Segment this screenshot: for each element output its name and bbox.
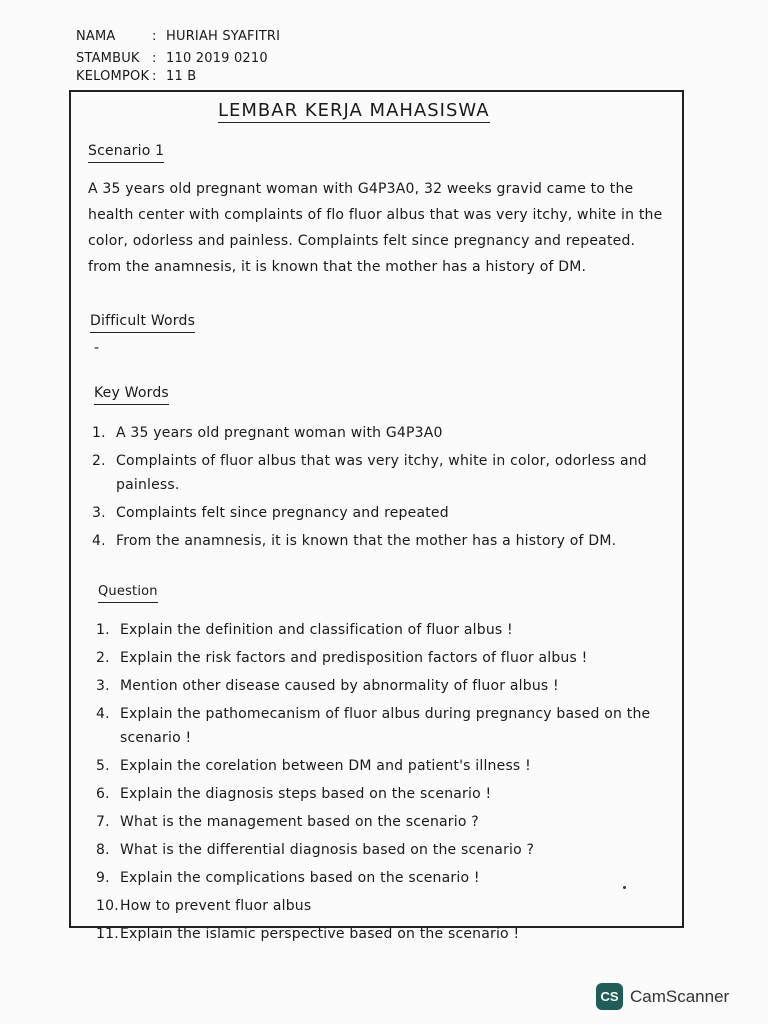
difficult-words-content: - (94, 340, 100, 356)
key-words-heading-text: Key Words (94, 385, 169, 401)
question-heading (98, 584, 158, 599)
question-item: 11. Explain the islamic perspective based on the scenario ! (96, 926, 520, 942)
name-label: NAMA (76, 29, 116, 44)
scenario-text: A 35 years old pregnant woman with G4P3A0, 32 weeks gravid came to the health center with complaints of flo fluor albus that was very itchy, white in the color, odorless and painless. Complaints felt since pregnancy and repeated. from the anamnesis, it is known that the mother has a history of DM. (88, 181, 663, 275)
key-words-heading (94, 385, 169, 401)
stambuk-label: STAMBUK (76, 51, 140, 66)
kelompok-value: 11 B (166, 69, 197, 84)
key-words-list (92, 421, 672, 557)
scenario-underline (88, 162, 164, 163)
stambuk-value: 110 2019 0210 (166, 51, 268, 66)
name-colon: : (152, 29, 157, 44)
question-item: 7. What is the management based on the scenario ? (96, 814, 479, 830)
question-underline (98, 602, 158, 603)
difficult-words-heading (90, 313, 195, 329)
question-list (96, 618, 672, 950)
name-value: HURIAH SYAFITRI (166, 29, 281, 44)
kelompok-row (76, 69, 196, 84)
question-item: 9. Explain the complications based on the scenario ! (96, 870, 480, 886)
camscanner-logo-icon: CS (596, 983, 623, 1010)
question-item: 2. Explain the risk factors and predisposition factors of fluor albus ! (96, 650, 588, 666)
key-word-item: 2. Complaints of fluor albus that was very itchy, white in color, odorless and painless. (92, 453, 647, 493)
question-item: 8. What is the differential diagnosis based on the scenario ? (96, 842, 535, 858)
stambuk-row (76, 51, 268, 66)
question-item: 6. Explain the diagnosis steps based on the scenario ! (96, 786, 492, 802)
key-word-item: 3. Complaints felt since pregnancy and repeated (92, 505, 449, 521)
kelompok-colon: : (152, 69, 157, 84)
camscanner-brand: CamScanner (630, 987, 730, 1006)
worksheet-title: LEMBAR KERJA MAHASISWA (218, 100, 490, 121)
key-word-item: 4. From the anamnesis, it is known that the mother has a history of DM. (92, 533, 617, 549)
question-item: 10. How to prevent fluor albus (96, 898, 312, 914)
stambuk-colon: : (152, 51, 157, 66)
question-heading-text: Question (98, 584, 158, 599)
scenario-heading-text: Scenario 1 (88, 143, 165, 159)
difficult-words-heading-text: Difficult Words (90, 313, 196, 329)
question-item: 5. Explain the corelation between DM and patient's illness ! (96, 758, 531, 774)
stray-pen-mark (623, 886, 626, 889)
name-row (76, 29, 280, 44)
question-item: 1. Explain the definition and classification of fluor albus ! (96, 622, 513, 638)
kelompok-label: KELOMPOK (76, 69, 150, 84)
key-words-underline (94, 404, 169, 405)
difficult-words-underline (90, 332, 195, 333)
key-word-item: 1. A 35 years old pregnant woman with G4P3A0 (92, 425, 443, 441)
question-item: 3. Mention other disease caused by abnormality of fluor albus ! (96, 678, 559, 694)
question-item: 4. Explain the pathomecanism of fluor albus during pregnancy based on the scenario ! (96, 706, 651, 746)
scenario-heading (88, 143, 164, 159)
